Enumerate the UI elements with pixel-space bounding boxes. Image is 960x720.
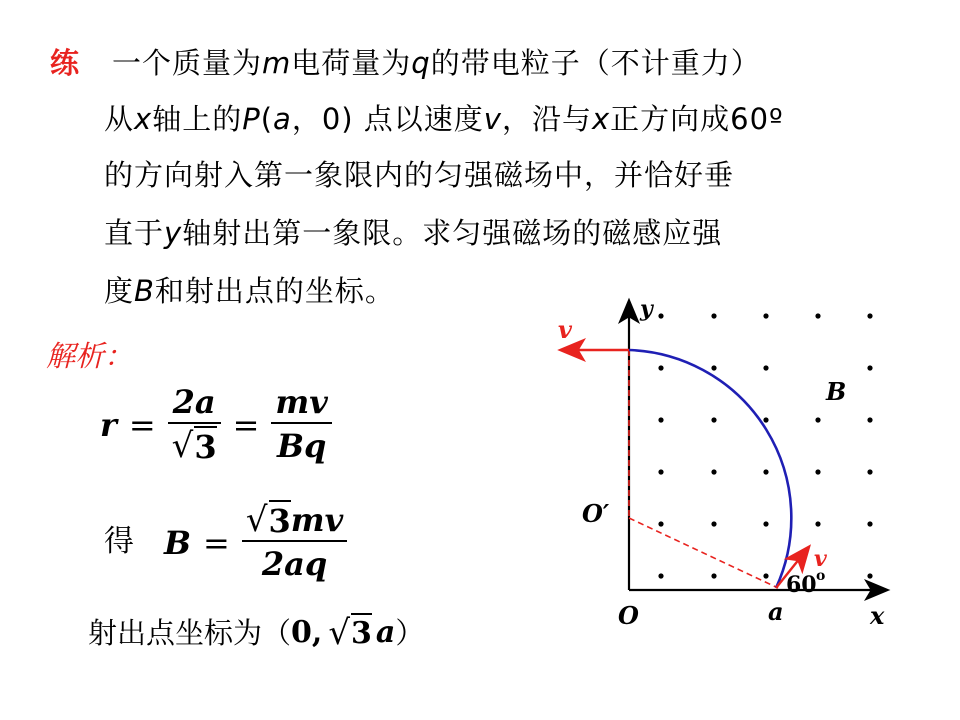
- var-v: v: [483, 102, 502, 136]
- problem-line-5: [104, 268, 395, 314]
- text: 度: [104, 274, 135, 308]
- radicand: 3: [268, 502, 291, 540]
- de-label: 得: [104, 524, 134, 559]
- fraction-B: [242, 500, 347, 586]
- radicand: 3: [194, 428, 217, 466]
- text: 从: [104, 102, 135, 136]
- label-a: a: [768, 597, 784, 626]
- coord-x: 0: [291, 615, 312, 650]
- sqrt: [172, 426, 217, 466]
- problem-line-4: [104, 210, 722, 256]
- equals-sign: =: [203, 524, 230, 562]
- equals-sign: =: [232, 406, 260, 444]
- label-degree: o: [816, 568, 826, 584]
- problem-tag: 练: [50, 46, 80, 80]
- equation-radius: [100, 382, 332, 468]
- numerator: mv: [275, 383, 328, 421]
- text: 直于: [104, 216, 165, 250]
- numerator: [242, 500, 347, 540]
- var-m: m: [262, 46, 292, 80]
- text: ，0) 点以速度: [291, 102, 484, 136]
- magnetic-field-diagram: [540, 290, 960, 650]
- radical-sign: √: [245, 500, 268, 540]
- radicand: 3: [351, 613, 372, 653]
- exit-coordinates: [291, 608, 395, 658]
- radical-sign: √: [171, 426, 194, 466]
- equation-B: [164, 500, 347, 586]
- analysis-label: 解析：: [46, 339, 134, 373]
- coord-a: a: [375, 615, 396, 650]
- exit-text: 射出点坐标为: [88, 616, 263, 650]
- denominator: 2aq: [261, 545, 328, 583]
- var-a: a: [273, 102, 292, 136]
- text: 电荷量为: [291, 46, 412, 80]
- label-angle: 60: [786, 572, 817, 598]
- sqrt: [328, 613, 372, 653]
- label-origin: O: [618, 601, 639, 630]
- var-y: y: [164, 216, 183, 250]
- text: 轴射出第一象限。求匀强磁场的磁感应强: [182, 216, 723, 250]
- var-P: P: [242, 102, 261, 136]
- text: 轴上的: [152, 102, 243, 136]
- fraction-mv-Bq: [271, 382, 331, 468]
- field-dots: [658, 313, 872, 578]
- dashed-radius-diagonal: [629, 518, 778, 588]
- problem-line-3: 的方向射入第一象限内的匀强磁场中，并恰好垂: [104, 158, 735, 192]
- text: (: [260, 102, 274, 136]
- var-x: x: [134, 102, 153, 136]
- close-paren: ）: [395, 616, 425, 650]
- text: 的带电粒子（不计重力）: [430, 46, 761, 80]
- var-q: q: [411, 46, 431, 80]
- text: 正方向成60º: [610, 102, 784, 136]
- problem-line-1: [112, 40, 761, 86]
- exit-point-line: [88, 608, 424, 658]
- denominator: [168, 424, 221, 468]
- comma: ,: [311, 615, 323, 650]
- label-center-Oprime: O′: [582, 499, 610, 528]
- label-v-exit: v: [558, 315, 572, 344]
- text: 和射出点的坐标。: [154, 274, 395, 308]
- eq-lhs: B: [164, 524, 192, 562]
- label-v-entry: v: [814, 546, 827, 572]
- label-y: y: [640, 296, 653, 322]
- open-paren: （: [262, 616, 292, 650]
- radical-sign: √: [328, 613, 351, 653]
- sqrt: [246, 500, 291, 540]
- text: 一个质量为: [112, 46, 263, 80]
- numerator: 2a: [172, 383, 216, 421]
- diagram-svg: [540, 290, 960, 650]
- label-B: B: [826, 377, 847, 406]
- denominator: Bq: [276, 427, 327, 465]
- numerator-rest: mv: [290, 501, 344, 539]
- eq-lhs: r: [100, 406, 117, 444]
- problem-line-2: [104, 96, 784, 142]
- equals-sign: =: [128, 406, 156, 444]
- fraction-2a-root3: [168, 382, 221, 468]
- label-x: x: [870, 601, 885, 630]
- trajectory-arc: [629, 350, 791, 588]
- var-B: B: [134, 274, 155, 308]
- var-x: x: [591, 102, 611, 136]
- text: ，沿与: [501, 102, 592, 136]
